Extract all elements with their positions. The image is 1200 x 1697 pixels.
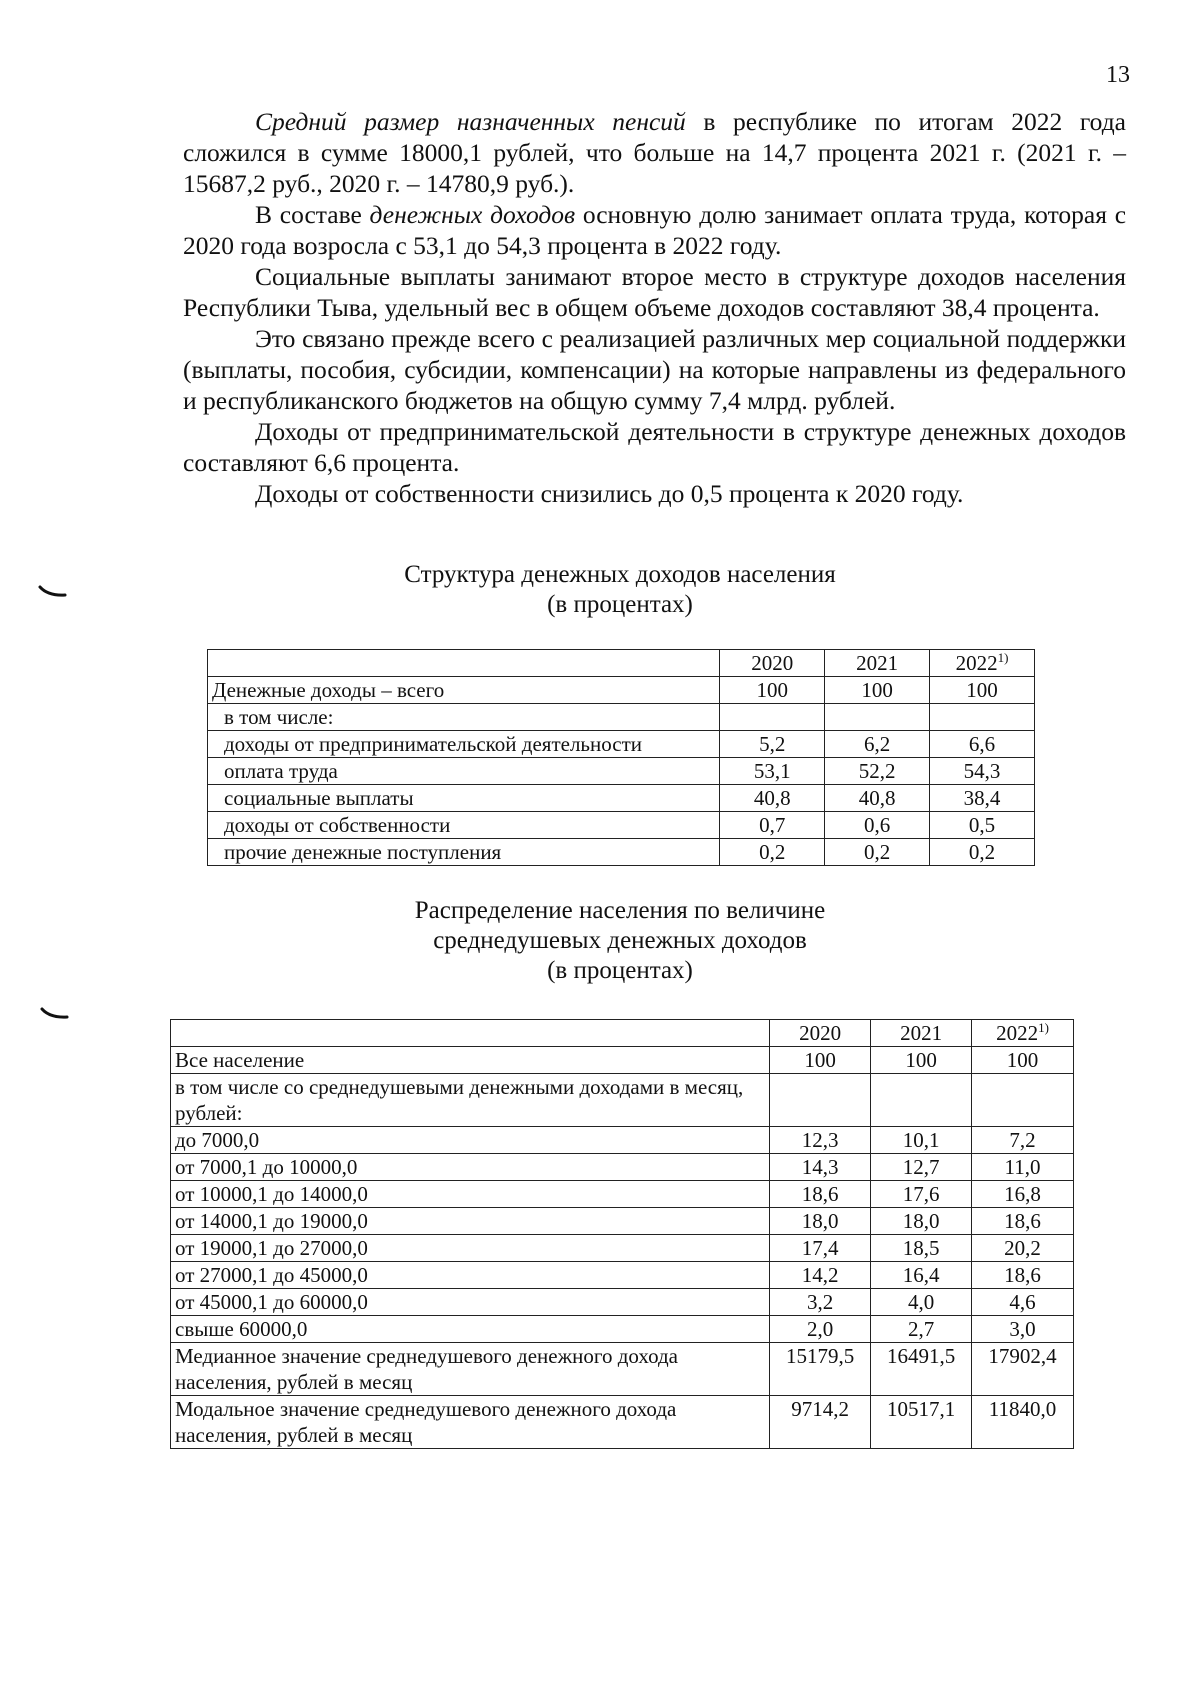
cell-value: 16,8 (972, 1181, 1074, 1208)
table-row (171, 1262, 1074, 1289)
row-label: Модальное значение среднедушевого денежного дохода населения, рублей в месяц (171, 1396, 770, 1449)
row-label: от 7000,1 до 10000,0 (171, 1154, 770, 1181)
cell-value: 9714,2 (770, 1396, 871, 1449)
cell-value: 0,2 (930, 839, 1035, 866)
cell-value: 0,2 (720, 839, 825, 866)
cell-value (720, 704, 825, 731)
paragraph-text: в республике по итогам 2022 года сложился в сумме 18000,1 рублей, что больше на 14,7 процента 2021 г. (2021 г. – 15687,2 руб., 2020 г. – 14780,9 руб.). (183, 107, 1126, 198)
check-mark-icon (38, 584, 68, 600)
cell-value: 54,3 (930, 758, 1035, 785)
table-row (171, 1316, 1074, 1343)
table-row (171, 1181, 1074, 1208)
paragraph-text: основную долю занимает оплата труда, которая с 2020 года возросла с 53,1 до 54,3 процента в 2022 году. (183, 200, 1127, 260)
cell-value: 18,5 (871, 1235, 972, 1262)
row-label: доходы от собственности (208, 812, 720, 839)
cell-value: 2,0 (770, 1316, 871, 1343)
page-number: 13 (1106, 62, 1130, 88)
table1-title (380, 560, 860, 620)
row-label: свыше 60000,0 (171, 1316, 770, 1343)
cell-value: 4,6 (972, 1289, 1074, 1316)
cell-value: 18,6 (972, 1208, 1074, 1235)
cell-value: 14,3 (770, 1154, 871, 1181)
row-label: доходы от предпринимательской деятельности (208, 731, 720, 758)
cell-value: 4,0 (871, 1289, 972, 1316)
table-row (208, 758, 1035, 785)
table-row (208, 839, 1035, 866)
cell-value: 18,0 (871, 1208, 972, 1235)
header-empty-cell (171, 1020, 770, 1047)
table-row (208, 785, 1035, 812)
cell-value: 11840,0 (972, 1396, 1074, 1449)
cell-value: 7,2 (972, 1127, 1074, 1154)
cell-value: 17,6 (871, 1181, 972, 1208)
row-label: Медианное значение среднедушевого денежного дохода населения, рублей в месяц (171, 1343, 770, 1396)
table-row (171, 1074, 1074, 1127)
header-year-text: 2022 (955, 651, 998, 675)
table-row (171, 1047, 1074, 1074)
cell-value (871, 1074, 972, 1127)
cell-value: 0,6 (825, 812, 930, 839)
cell-value: 53,1 (720, 758, 825, 785)
table-row (208, 812, 1035, 839)
cell-value: 20,2 (972, 1235, 1074, 1262)
cell-value: 3,0 (972, 1316, 1074, 1343)
cell-value: 16,4 (871, 1262, 972, 1289)
table-row (208, 704, 1035, 731)
table-row (171, 1343, 1074, 1396)
row-label: оплата труда (208, 758, 720, 785)
table-row (171, 1127, 1074, 1154)
header-year-text: 2022 (996, 1021, 1039, 1045)
cell-value: 0,2 (825, 839, 930, 866)
cell-value: 100 (930, 677, 1035, 704)
table-header-row (208, 650, 1035, 677)
footnote-mark: 1) (997, 650, 1009, 665)
header-year: 2021 (871, 1020, 972, 1047)
table-row (171, 1235, 1074, 1262)
table-row (171, 1289, 1074, 1316)
header-empty-cell (208, 650, 720, 677)
header-year (972, 1020, 1074, 1047)
cell-value: 11,0 (972, 1154, 1074, 1181)
cell-value: 2,7 (871, 1316, 972, 1343)
table2-title-line: среднедушевых денежных доходов (433, 927, 807, 954)
cell-value: 6,2 (825, 731, 930, 758)
row-label: до 7000,0 (171, 1127, 770, 1154)
cell-value: 16491,5 (871, 1343, 972, 1396)
table-row (208, 731, 1035, 758)
footnote-mark: 1) (1038, 1020, 1049, 1035)
cell-value: 12,7 (871, 1154, 972, 1181)
cell-value: 100 (770, 1047, 871, 1074)
cell-value: 17902,4 (972, 1343, 1074, 1396)
table-header-row (171, 1020, 1074, 1047)
row-label: социальные выплаты (208, 785, 720, 812)
body-text (183, 106, 1126, 509)
row-label: Денежные доходы – всего (208, 677, 720, 704)
cell-value: 38,4 (930, 785, 1035, 812)
table-row (171, 1154, 1074, 1181)
table-row (208, 677, 1035, 704)
cell-value: 3,2 (770, 1289, 871, 1316)
table-row (171, 1208, 1074, 1235)
table2-title (360, 896, 880, 986)
cell-value: 100 (972, 1047, 1074, 1074)
cell-value: 52,2 (825, 758, 930, 785)
paragraph-pensions (183, 106, 1126, 199)
row-label: в том числе: (208, 704, 720, 731)
row-label: от 19000,1 до 27000,0 (171, 1235, 770, 1262)
cell-value: 15179,5 (770, 1343, 871, 1396)
table1-title-line: Структура денежных доходов населения (404, 561, 836, 588)
header-year: 2020 (770, 1020, 871, 1047)
cell-value: 40,8 (825, 785, 930, 812)
table1-title-units: (в процентах) (547, 591, 693, 618)
cell-value: 18,6 (770, 1181, 871, 1208)
cell-value: 18,0 (770, 1208, 871, 1235)
cell-value: 100 (720, 677, 825, 704)
cell-value: 100 (871, 1047, 972, 1074)
cell-value: 0,5 (930, 812, 1035, 839)
cell-value: 14,2 (770, 1262, 871, 1289)
header-year: 2021 (825, 650, 930, 677)
income-structure-table (207, 649, 1035, 866)
row-label: прочие денежные поступления (208, 839, 720, 866)
cell-value: 100 (825, 677, 930, 704)
table2-title-line: Распределение населения по величине (414, 897, 826, 924)
row-label: Все население (171, 1047, 770, 1074)
cell-value: 0,7 (720, 812, 825, 839)
cell-value: 18,6 (972, 1262, 1074, 1289)
cell-value: 40,8 (720, 785, 825, 812)
paragraph-social-payments: Социальные выплаты занимают второе место в структуре доходов населения Республики Тыва, удельный вес в общем объеме доходов составляют 38,4 процента. (183, 262, 1126, 322)
paragraph-text: В составе (255, 200, 370, 229)
cell-value: 6,6 (930, 731, 1035, 758)
table-row (171, 1396, 1074, 1449)
table2-title-units: (в процентах) (547, 957, 693, 984)
cell-value: 5,2 (720, 731, 825, 758)
row-label: в том числе со среднедушевыми денежными доходами в месяц, рублей: (171, 1074, 770, 1127)
cell-value (770, 1074, 871, 1127)
paragraph-income-structure (183, 199, 1126, 261)
cell-value (825, 704, 930, 731)
paragraph-property-income: Доходы от собственности снизились до 0,5 процента к 2020 году. (255, 479, 964, 508)
paragraph-business-income: Доходы от предпринимательской деятельности в структуре денежных доходов составляют 6,6 процента. (183, 417, 1126, 477)
italic-term: денежных доходов (369, 200, 576, 229)
row-label: от 14000,1 до 19000,0 (171, 1208, 770, 1235)
cell-value (972, 1074, 1074, 1127)
header-year (930, 650, 1035, 677)
cell-value (930, 704, 1035, 731)
paragraph-social-support: Это связано прежде всего с реализацией различных мер социальной поддержки (выплаты, пособия, субсидии, компенсации) на которые направлены из федерального и республиканского бюджетов на общую сумму 7,4 млрд. рублей. (183, 324, 1126, 415)
income-distribution-table (170, 1019, 1074, 1449)
check-mark-icon (40, 1006, 70, 1022)
header-year: 2020 (720, 650, 825, 677)
row-label: от 27000,1 до 45000,0 (171, 1262, 770, 1289)
cell-value: 12,3 (770, 1127, 871, 1154)
row-label: от 10000,1 до 14000,0 (171, 1181, 770, 1208)
cell-value: 10517,1 (871, 1396, 972, 1449)
cell-value: 17,4 (770, 1235, 871, 1262)
row-label: от 45000,1 до 60000,0 (171, 1289, 770, 1316)
cell-value: 10,1 (871, 1127, 972, 1154)
italic-term: Средний размер назначенных пенсий (255, 107, 686, 136)
